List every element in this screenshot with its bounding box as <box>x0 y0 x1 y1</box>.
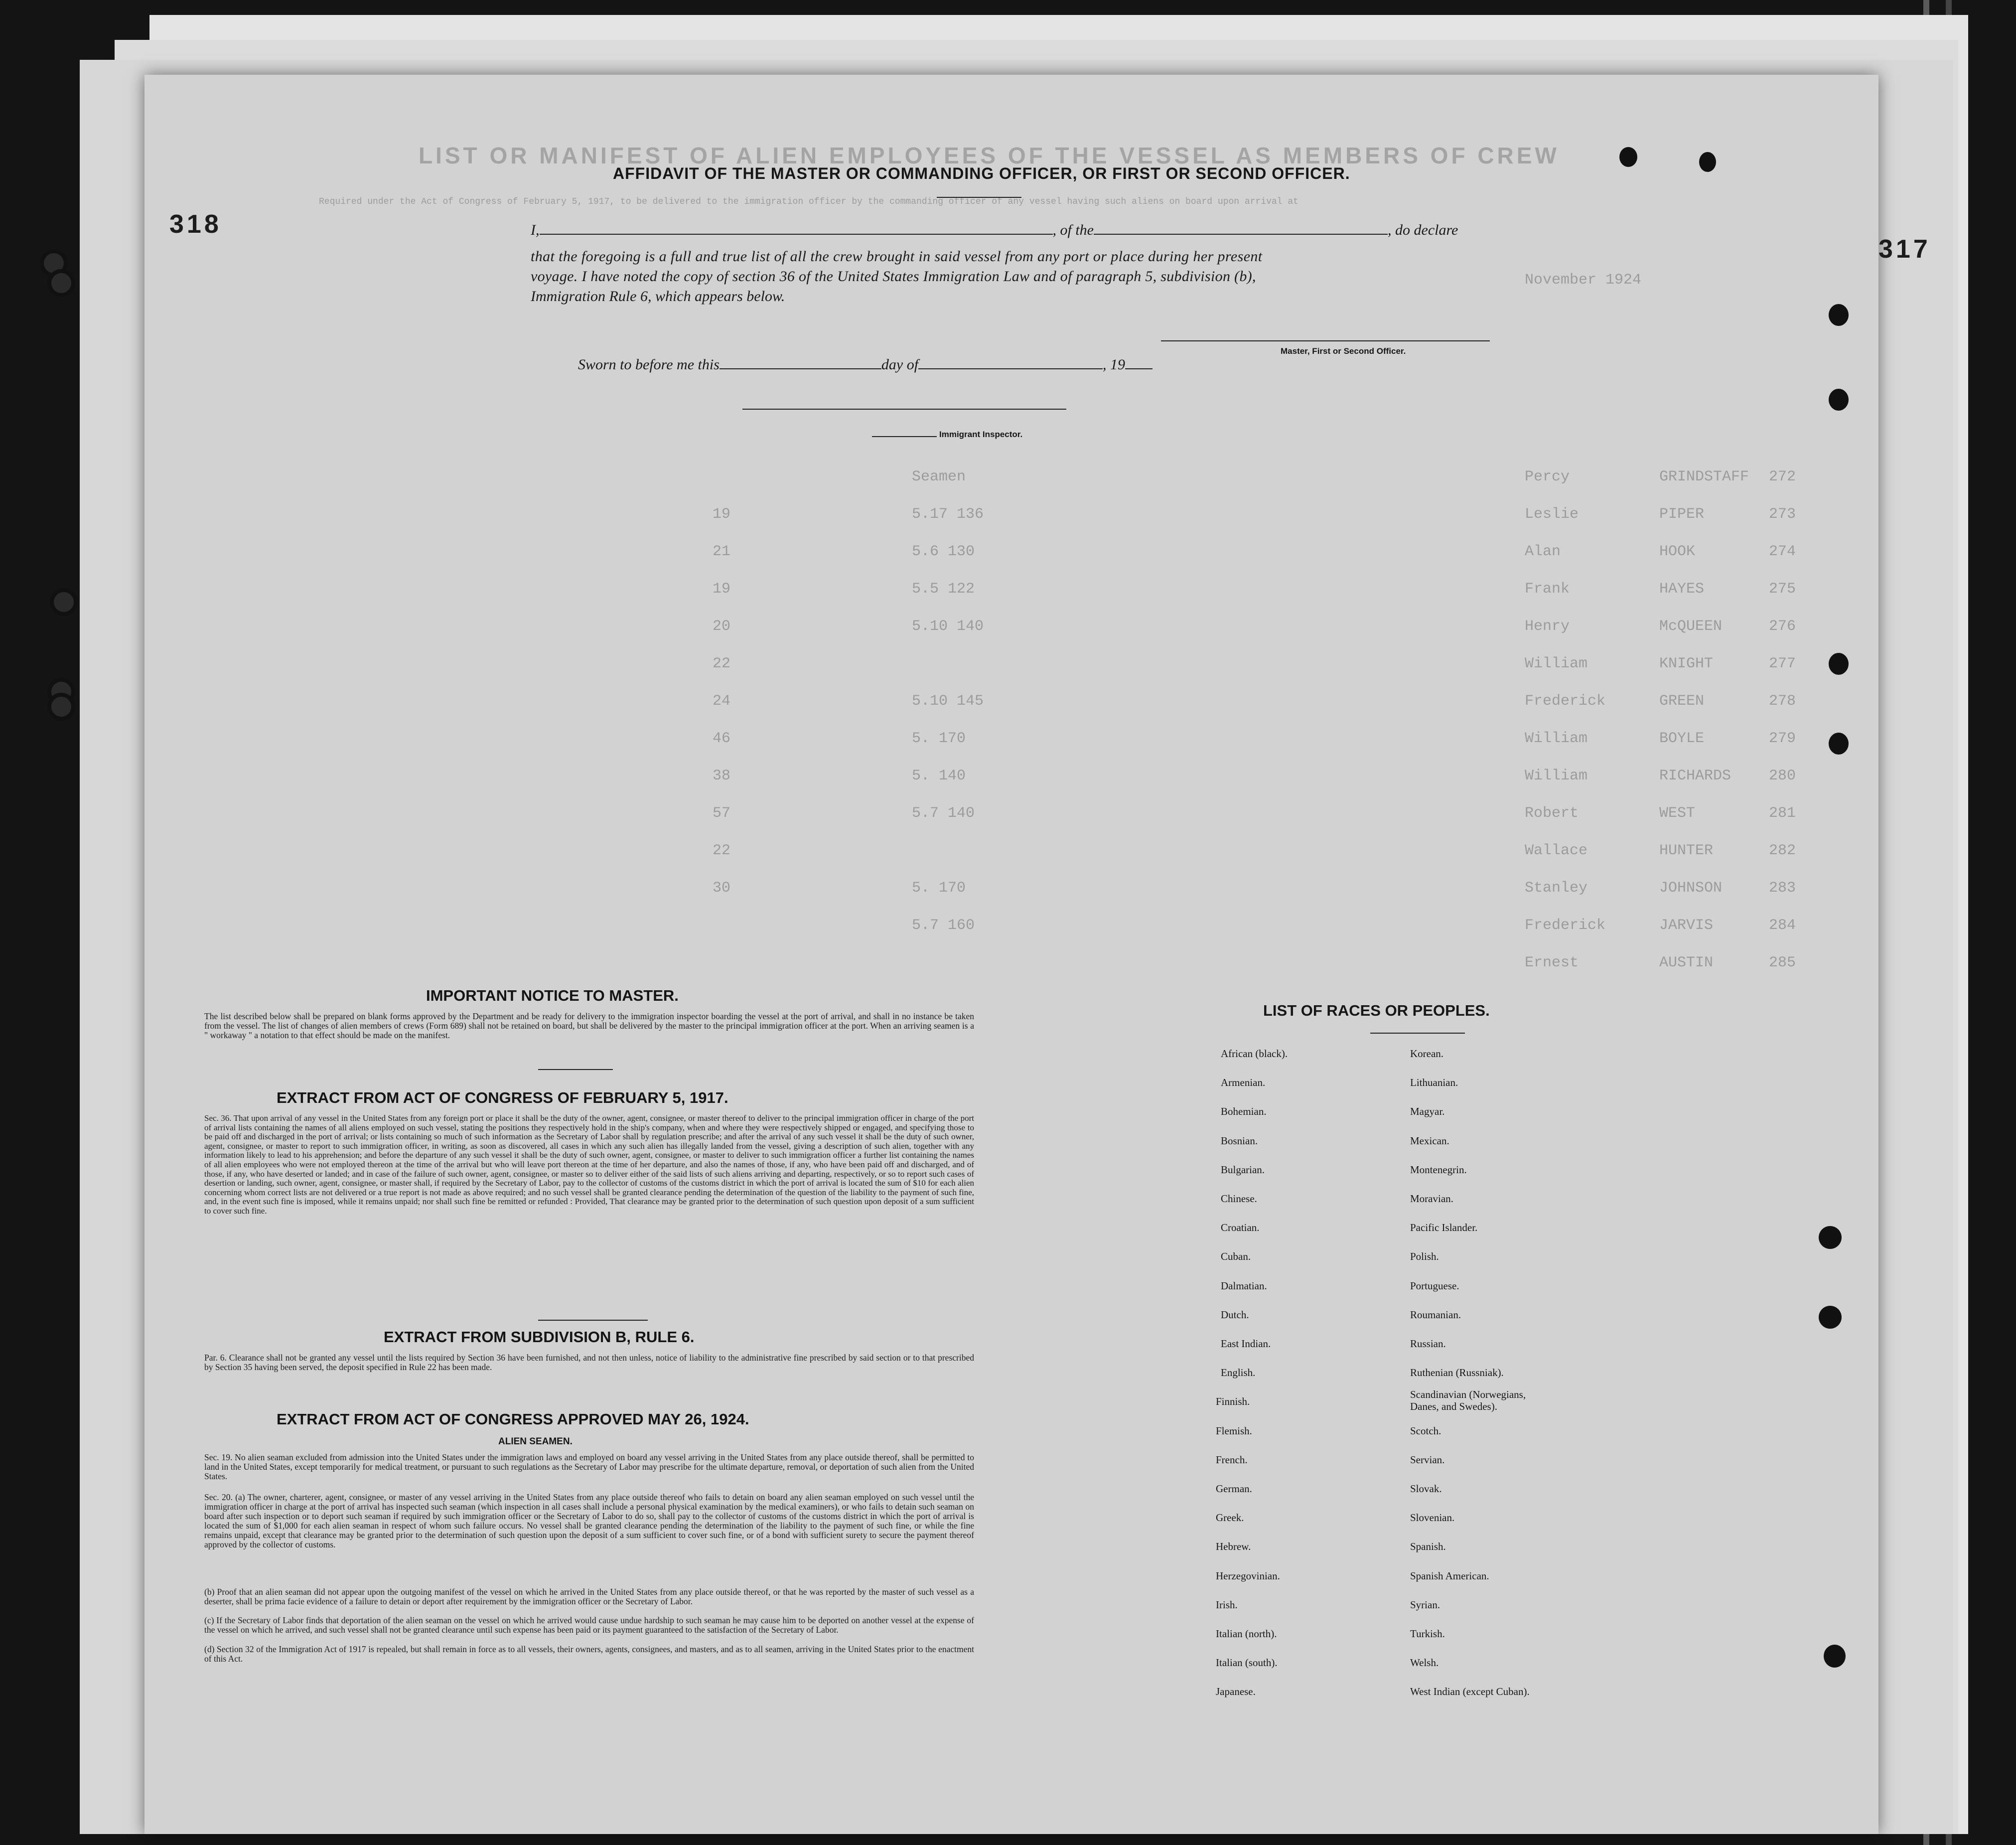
extract-1924-section-20a: Sec. 20. (a) The owner, charterer, agent, consignee, or master of any vessel arriving in the United States from any place outside thereof who fails to detain on board any alien seaman employed on such vessel until the immigration officer in charge at the port of arrival has inspected such seaman (which inspection in all cases shall include a personal physical examination by the medical examiners), or who fails to detain such seaman on board after such inspection or to deport such seaman if required by such immigration officer or the Secretary of Labor to do so, shall pay to the collector of customs of the customs district in which the port of arrival is located the sum of $1,000 for each alien seaman in respect of whom such failure occurs. No vessel shall be granted clearance pending the determination of the liability to the payment of such fine, or while the fine remains unpaid, except that clearance may be granted prior to the determination of such question upon the deposit of a sum sufficient to cover such fine, or of a bond with sufficient surety to secure the payment thereof approved by the collector of customs. <box>204 1492 974 1549</box>
race-item: Portuguese. <box>1410 1279 1459 1292</box>
race-item: Dutch. <box>1221 1308 1249 1321</box>
race-item: Chinese. <box>1221 1193 1257 1205</box>
manifest-cell-surname: AUSTIN <box>1659 954 1714 971</box>
manifest-cell-given: Alan <box>1525 543 1561 560</box>
manifest-cell-age: 20 <box>713 618 731 635</box>
manifest-cell-age: 22 <box>713 655 731 672</box>
race-item: East Indian. <box>1221 1338 1271 1350</box>
manifest-cell-given: Frank <box>1525 581 1570 598</box>
race-item: English. <box>1221 1367 1256 1379</box>
manifest-cell-no: 282 <box>1769 842 1796 859</box>
manifest-cell-age: 21 <box>713 543 731 560</box>
binder-hole <box>47 269 75 297</box>
race-item: Bosnian. <box>1221 1134 1258 1147</box>
title-rule <box>937 197 1021 198</box>
manifest-cell-no: 274 <box>1769 543 1796 560</box>
manifest-cell-no: 277 <box>1769 655 1796 672</box>
extract-1917-rule <box>538 1320 648 1321</box>
manifest-cell-surname: RICHARDS <box>1659 768 1731 784</box>
manifest-cell-age: 30 <box>713 880 731 897</box>
manifest-cell-age: 57 <box>713 805 731 822</box>
manifest-cell-surname: McQUEEN <box>1659 618 1723 635</box>
race-item: Montenegrin. <box>1410 1163 1467 1176</box>
officer-signature-line[interactable] <box>1161 340 1490 341</box>
sworn-day-blank[interactable] <box>720 358 881 369</box>
extract-1924-title: EXTRACT FROM ACT OF CONGRESS APPROVED MAY 26, 1924. <box>277 1410 749 1428</box>
race-item: Greek. <box>1216 1512 1244 1524</box>
manifest-cell-no: 285 <box>1769 954 1796 971</box>
punch-hole <box>1699 152 1716 172</box>
race-item: Polish. <box>1410 1250 1439 1263</box>
affidavit-line-4: Immigration Rule 6, which appears below. <box>531 288 785 305</box>
manifest-cell-age: 19 <box>713 581 731 598</box>
extract-1924-clause-d: (d) Section 32 of the Immigration Act of 1917 is repealed, but shall remain in force as to all vessels, their owners, agents, consignees, and masters, and as to all seamen, arriving in the United States prior to the enactment of this Act. <box>204 1644 974 1664</box>
manifest-cell-surname: BOYLE <box>1659 730 1705 747</box>
rule-6-title: EXTRACT FROM SUBDIVISION B, RULE 6. <box>384 1328 695 1346</box>
race-item: Scotch. <box>1410 1424 1441 1437</box>
inspector-signature-line[interactable] <box>742 409 1066 410</box>
punch-hole <box>1619 147 1637 167</box>
manifest-cell-age: 22 <box>713 842 731 859</box>
background-form-header: LIST OR MANIFEST OF ALIEN EMPLOYEES OF THE VESSEL AS MEMBERS OF CREW <box>419 143 1560 168</box>
sworn-line <box>578 356 1152 373</box>
extract-1924-clause-b: (b) Proof that an alien seaman did not appear upon the outgoing manifest of the vessel on which he arrived in the United States from any place outside thereof, or that he was reported by the master of such vessel as a deserter, shall be prima facie evidence of a failure to detain or deport after requirement by the immigration officer or the Secretary of Labor. <box>204 1587 974 1606</box>
manifest-cell-age: 24 <box>713 693 731 710</box>
background-form-subheader: Required under the Act of Congress of February 5, 1917, to be delivered to the immigration officer by the commanding officer of any vessel having such aliens on board upon arrival at <box>319 197 1298 207</box>
race-item: Herzegovinian. <box>1216 1569 1280 1582</box>
race-item: Hebrew. <box>1216 1540 1251 1553</box>
race-item: Slovenian. <box>1410 1512 1455 1524</box>
manifest-cell-given: Frederick <box>1525 693 1606 710</box>
manifest-cell-surname: KNIGHT <box>1659 655 1714 672</box>
race-item: Bohemian. <box>1221 1105 1267 1118</box>
race-item: Italian (north). <box>1216 1628 1277 1640</box>
race-item: Irish. <box>1216 1598 1238 1611</box>
affidavit-title: AFFIDAVIT OF THE MASTER OR COMMANDING OFFICER, OR FIRST OR SECOND OFFICER. <box>613 164 1350 182</box>
form-page <box>144 75 1878 1834</box>
manifest-cell-given: William <box>1525 655 1588 672</box>
manifest-cell-given: William <box>1525 730 1588 747</box>
extract-1917-body: Sec. 36. That upon arrival of any vessel in the United States from any foreign port or place it shall be the duty of the owner, agent, consignee, or master thereof to deliver to the principal immigration officer in charge of the port of arrival lists containing the names of all aliens employed on such vessel, stating the positions they respectively hold in the ship's company, when and where they were respectively shipped or engaged, and specifying those to be paid off and discharged in the port of arrival; or lists containing so much of such information as the Secretary of Labor shall by regulation prescribe; and after the arrival of any such vessel it shall be the duty of such owner, agent, consignee, or master to report to such immigration officer, in writing, as soon as discovered, all cases in which any such alien has illegally landed from the vessel, giving a description of such alien, together with any information likely to lead to his apprehension; and before the departure of any such vessel it shall be the duty of such owner, agent, consignee, or master to deliver to such immigration officer a further list containing the names of all alien employees who were not employed thereon at the time of the arrival but who will leave port thereon at the time of her departure, and also the names of those, if any, who have been paid off and discharged, and of those, if any, who have deserted or landed; and in case of the failure of such owner, agent, consignee, or master so to deliver either of the said lists of such aliens arriving and departing, respectively, or so to report such cases of desertion or landing, such owner, agent, consignee, or master shall, if required by the Secretary of Labor, pay to the collector of customs of the customs district in which the port of arrival is located the sum of $10 for each alien concerning whom correct lists are not delivered or a true report is not made as above required; and no such vessel shall be granted clearance pending the determination of the question of the liability to the payment of such fine, and, in the event such fine is imposed, while it remains unpaid; nor shall such fine be remitted or refunded : Provided, That clearance may be granted prior to the determination of such question upon deposit of a sum sufficient to cover such fine. <box>204 1113 974 1216</box>
name-blank[interactable] <box>540 224 1053 235</box>
sworn-year-blank[interactable] <box>1125 358 1152 369</box>
manifest-cell-age: 19 <box>713 506 731 523</box>
affidavit-of-the-label: , of the <box>1052 222 1094 238</box>
background-form-date: November 1924 <box>1525 272 1642 289</box>
manifest-cell-age: 38 <box>713 768 731 784</box>
manifest-cell-given: Wallace <box>1525 842 1588 859</box>
year-label: , 19 <box>1103 356 1126 373</box>
affidavit-line-3: voyage. I have noted the copy of section 36 of the United States Immigration Law and of paragraph 5, subdivision (b), <box>531 268 1256 285</box>
extract-1924-clause-c: (c) If the Secretary of Labor finds that deportation of the alien seaman on the vessel on which he arrived would cause undue hardship to such seaman he may cause him to be deported on another vessel at the expense of the vessel on which he arrived, and such vessel shall not be granted clearance until such expense has been paid or its payment guaranteed to the satisfaction of the Secretary of Labor. <box>204 1615 974 1635</box>
race-item: Flemish. <box>1216 1424 1252 1437</box>
race-item: Mexican. <box>1410 1134 1449 1147</box>
stamp-right: 317 <box>1878 235 1931 264</box>
notice-body: The list described below shall be prepared on blank forms approved by the Department and be ready for delivery to the immigration inspector boarding the vessel at the port of arrival, and shall in no instance be taken from the vessel. The list of changes of alien members of crews (Form 689) shall not be retained on board, but shall be delivered by the master to the principal immigration officer at the port. When an arriving seamen is a " workaway " a notation to that effect should be made on the manifest. <box>204 1011 974 1040</box>
race-item: Spanish. <box>1410 1540 1446 1553</box>
manifest-cell-surname: JARVIS <box>1659 917 1714 934</box>
officer-label: Master, First or Second Officer. <box>1281 346 1406 356</box>
race-item: Italian (south). <box>1216 1657 1278 1669</box>
manifest-cell-surname: PIPER <box>1659 506 1705 523</box>
punch-hole <box>1819 1226 1842 1249</box>
race-item: Roumanian. <box>1410 1308 1461 1321</box>
alien-seamen-subtitle: ALIEN SEAMEN. <box>498 1436 573 1447</box>
extract-1917-title: EXTRACT FROM ACT OF CONGRESS OF FEBRUARY 5, 1917. <box>277 1089 728 1106</box>
punch-hole <box>1829 653 1849 675</box>
race-item: West Indian (except Cuban). <box>1410 1686 1530 1698</box>
extract-1924-section-19: Sec. 19. No alien seaman excluded from admission into the United States under the immigration laws and employed on board any vessel arriving in the United States from any place outside thereof, shall be permitted to land in the United States, except temporarily for medical treatment, or pursuant to such regulations as the Secretary of Labor may prescribe for the ultimate departure, removal, or deportation of such alien from the United States. <box>204 1452 974 1481</box>
race-item: Slovak. <box>1410 1483 1442 1495</box>
inspector-label: Immigrant Inspector. <box>939 430 1023 439</box>
manifest-cell-surname: GRINDSTAFF <box>1659 468 1749 485</box>
binder-hole <box>47 693 75 721</box>
manifest-cell-detail: 5.7 160 <box>912 917 975 934</box>
race-item: Spanish American. <box>1410 1569 1489 1582</box>
race-item: Scandinavian (Norwegians, Danes, and Swedes). <box>1410 1388 1526 1413</box>
race-item: Cuban. <box>1221 1250 1251 1263</box>
manifest-cell-detail: Seamen <box>912 468 966 485</box>
punch-hole <box>1829 389 1849 411</box>
manifest-cell-given: Leslie <box>1525 506 1579 523</box>
race-item: Magyar. <box>1410 1105 1445 1118</box>
manifest-cell-age: 46 <box>713 730 731 747</box>
manifest-cell-surname: GREEN <box>1659 693 1705 710</box>
manifest-cell-surname: WEST <box>1659 805 1696 822</box>
day-of-label: day of <box>881 356 919 373</box>
punch-hole <box>1824 1645 1846 1668</box>
manifest-cell-detail: 5.17 136 <box>912 506 984 523</box>
race-item: Lithuanian. <box>1410 1076 1458 1089</box>
punch-hole <box>1829 304 1849 326</box>
manifest-cell-detail: 5.5 122 <box>912 581 975 598</box>
manifest-cell-detail: 5. 170 <box>912 730 966 747</box>
race-item: Croatian. <box>1221 1222 1260 1234</box>
manifest-cell-detail: 5.10 140 <box>912 618 984 635</box>
race-item: French. <box>1216 1453 1248 1466</box>
manifest-cell-no: 280 <box>1769 768 1796 784</box>
affidavit-i-label: I, <box>531 222 540 238</box>
manifest-cell-no: 272 <box>1769 468 1796 485</box>
affidavit-line-1 <box>531 222 1458 239</box>
race-item: Russian. <box>1410 1338 1446 1350</box>
manifest-cell-surname: HAYES <box>1659 581 1705 598</box>
manifest-cell-given: Robert <box>1525 805 1579 822</box>
race-item: Korean. <box>1410 1048 1444 1060</box>
race-item: Japanese. <box>1216 1686 1256 1698</box>
manifest-cell-given: Frederick <box>1525 917 1606 934</box>
manifest-cell-detail: 5.6 130 <box>912 543 975 560</box>
manifest-cell-no: 284 <box>1769 917 1796 934</box>
race-item: Moravian. <box>1410 1193 1453 1205</box>
rule-6-body: Par. 6. Clearance shall not be granted any vessel until the lists required by Section 36 have been furnished, and not then unless, notice of liability to the administrative fine prescribed by said section or to that prescribed by Section 35 having been served, the deposit specified in Rule 22 has been made. <box>204 1353 974 1372</box>
races-title: LIST OF RACES OR PEOPLES. <box>1263 1002 1490 1019</box>
race-item: Dalmatian. <box>1221 1279 1267 1292</box>
sworn-label: Sworn to before me this <box>578 356 720 373</box>
race-item: Pacific Islander. <box>1410 1222 1478 1234</box>
race-item: Servian. <box>1410 1453 1445 1466</box>
race-item: African (black). <box>1221 1048 1288 1060</box>
race-item: Ruthenian (Russniak). <box>1410 1367 1504 1379</box>
manifest-cell-surname: JOHNSON <box>1659 880 1723 897</box>
race-item: German. <box>1216 1483 1252 1495</box>
manifest-cell-surname: HOOK <box>1659 543 1696 560</box>
manifest-cell-given: Henry <box>1525 618 1570 635</box>
race-item: Welsh. <box>1410 1657 1439 1669</box>
manifest-cell-detail: 5.10 145 <box>912 693 984 710</box>
manifest-cell-surname: HUNTER <box>1659 842 1714 859</box>
vessel-blank[interactable] <box>1094 224 1388 235</box>
manifest-cell-detail: 5. 140 <box>912 768 966 784</box>
manifest-cell-given: William <box>1525 768 1588 784</box>
manifest-cell-given: Ernest <box>1525 954 1579 971</box>
race-item: Finnish. <box>1216 1395 1250 1408</box>
punch-hole <box>1819 1306 1842 1329</box>
stamp-left: 318 <box>169 210 222 239</box>
race-item: Syrian. <box>1410 1598 1440 1611</box>
races-title-rule <box>1370 1033 1465 1034</box>
manifest-cell-no: 279 <box>1769 730 1796 747</box>
manifest-cell-no: 275 <box>1769 581 1796 598</box>
binder-hole <box>50 588 78 616</box>
affidavit-line-2: that the foregoing is a full and true list of all the crew brought in said vessel from any port or place during her present <box>531 248 1263 265</box>
manifest-cell-detail: 5. 170 <box>912 880 966 897</box>
inspector-short-rule <box>872 436 937 437</box>
affidavit-declare-label: , do declare <box>1388 222 1458 238</box>
race-item: Armenian. <box>1221 1076 1266 1089</box>
manifest-cell-given: Stanley <box>1525 880 1588 897</box>
manifest-cell-detail: 5.7 140 <box>912 805 975 822</box>
manifest-cell-no: 276 <box>1769 618 1796 635</box>
manifest-cell-given: Percy <box>1525 468 1570 485</box>
notice-title: IMPORTANT NOTICE TO MASTER. <box>426 987 679 1004</box>
manifest-cell-no: 283 <box>1769 880 1796 897</box>
race-item: Bulgarian. <box>1221 1163 1265 1176</box>
race-item: Turkish. <box>1410 1628 1445 1640</box>
manifest-cell-no: 278 <box>1769 693 1796 710</box>
notice-rule <box>538 1069 613 1070</box>
manifest-cell-no: 281 <box>1769 805 1796 822</box>
sworn-month-blank[interactable] <box>918 358 1103 369</box>
manifest-cell-no: 273 <box>1769 506 1796 523</box>
punch-hole <box>1829 733 1849 755</box>
